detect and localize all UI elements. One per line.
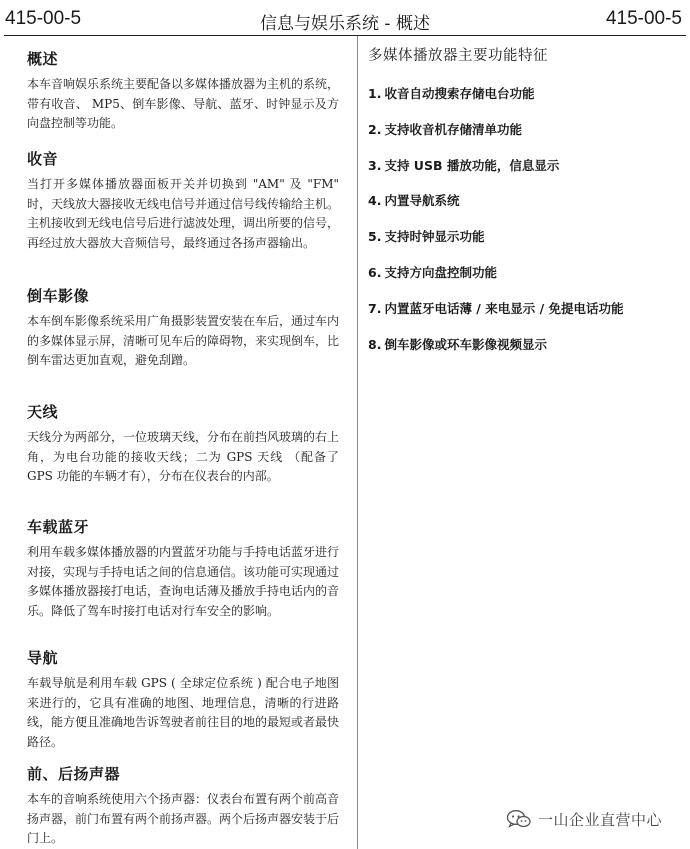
section-body: 车载导航是利用车载 GPS ( 全球定位系统 ) 配合电子地图来进行的，它具有准确的地图、地理信息，清晰的行进路线，能方便且准确地告诉驾驶者前往目的地的最短或者最快路径。: [27, 676, 340, 749]
section-body: 本车的音响系统使用六个扬声器：仪表台布置有两个前高音扬声器，前门布置有两个前扬声器。两个后扬声器安装于后门上。: [27, 792, 340, 845]
section-bluetooth: [27, 516, 339, 621]
feature-number: 6.: [368, 264, 382, 280]
section-speakers: [27, 763, 339, 849]
feature-item: [368, 335, 678, 371]
right-column: [368, 44, 678, 370]
feature-number: 4.: [368, 193, 382, 209]
feature-item: [368, 191, 678, 227]
section-body: 当打开多媒体播放器面板开关并切换到 "AM" 及 "FM" 时，天线放大器接收无线电信号并通过信号线传输给主机。主机接收到无线电信号后进行滤波处理，调出所要的信号，再经过放大器放大音频信号，最终通过各扬声器输出。: [27, 177, 340, 250]
feature-item: [368, 263, 678, 299]
watermark-text: 一山企业直营中心: [538, 810, 663, 829]
section-title: 车载蓝牙: [27, 518, 90, 536]
section-body: 利用车载多媒体播放器的内置蓝牙功能与手持电话蓝牙进行对接，实现与手持电话之间的信息通信。该功能可实现通过多媒体播放器接打电话，查询电话薄及播放手持电话内的音乐。降低了驾车时接打电话对行车安全的影响。: [27, 545, 340, 618]
section-reverse-camera: [27, 285, 339, 371]
feature-text: 内置蓝牙电话薄 / 来电显示 / 免提电话功能: [384, 300, 624, 316]
section-overview: [27, 48, 339, 134]
feature-text: 支持方向盘控制功能: [384, 264, 497, 280]
feature-text: 倒车影像或环车影像视频显示: [384, 336, 547, 352]
page-header: [0, 0, 690, 36]
feature-text: 内置导航系统: [384, 193, 460, 209]
section-body: 本车音响娱乐系统主要配备以多媒体播放器为主机的系统，带有收音、 MP5、倒车影像、导航、蓝牙、时钟显示及方向盘控制等功能。: [27, 77, 340, 130]
page-title: 信息与娱乐系统 - 概述: [260, 14, 430, 34]
section-title: 概述: [27, 50, 59, 68]
page-code-right: 415-00-5: [605, 8, 682, 29]
section-body: 本车倒车影像系统采用广角摄影装置安装在车后，通过车内的多媒体显示屏，清晰可见车后的障碍物，来实现倒车，比倒车雷达更加直观，避免刮蹭。: [27, 314, 340, 367]
section-title: 收音: [27, 150, 59, 168]
column-divider: [357, 36, 358, 849]
feature-item: [368, 156, 678, 192]
section-title: 倒车影像: [27, 287, 90, 305]
section-radio: [27, 148, 339, 253]
feature-number: 3.: [368, 157, 382, 173]
watermark: [506, 808, 662, 830]
feature-item: [368, 299, 678, 335]
feature-text: 支持收音机存储清单功能: [384, 121, 522, 137]
section-title: 天线: [27, 403, 59, 421]
section-navigation: [27, 647, 339, 752]
feature-item: [368, 84, 678, 120]
header-divider: [4, 35, 686, 36]
feature-text: 支持时钟显示功能: [384, 229, 485, 245]
section-antenna: [27, 401, 339, 487]
section-title: 前、后扬声器: [27, 765, 121, 783]
section-title: 导航: [27, 649, 59, 667]
section-body: 天线分为两部分，一位玻璃天线，分布在前挡风玻璃的右上角，为电台功能的接收天线；二为 GPS 天线 （配备了 GPS 功能的车辆才有），分布在仪表台的内部。: [27, 430, 340, 483]
feature-item: [368, 227, 678, 263]
page-code-left: 415-00-5: [5, 8, 82, 29]
feature-list: [368, 84, 678, 370]
feature-number: 7.: [368, 300, 382, 316]
feature-item: [368, 120, 678, 156]
feature-number: 5.: [368, 229, 382, 245]
feature-number: 2.: [368, 121, 382, 137]
features-title: 多媒体播放器主要功能特征: [368, 48, 548, 64]
feature-number: 1.: [368, 86, 382, 101]
feature-text: 支持 USB 播放功能，信息显示: [384, 157, 560, 173]
feature-text: 收音自动搜索存储电台功能: [384, 86, 535, 101]
wechat-icon: [506, 809, 532, 829]
feature-number: 8.: [368, 336, 382, 352]
